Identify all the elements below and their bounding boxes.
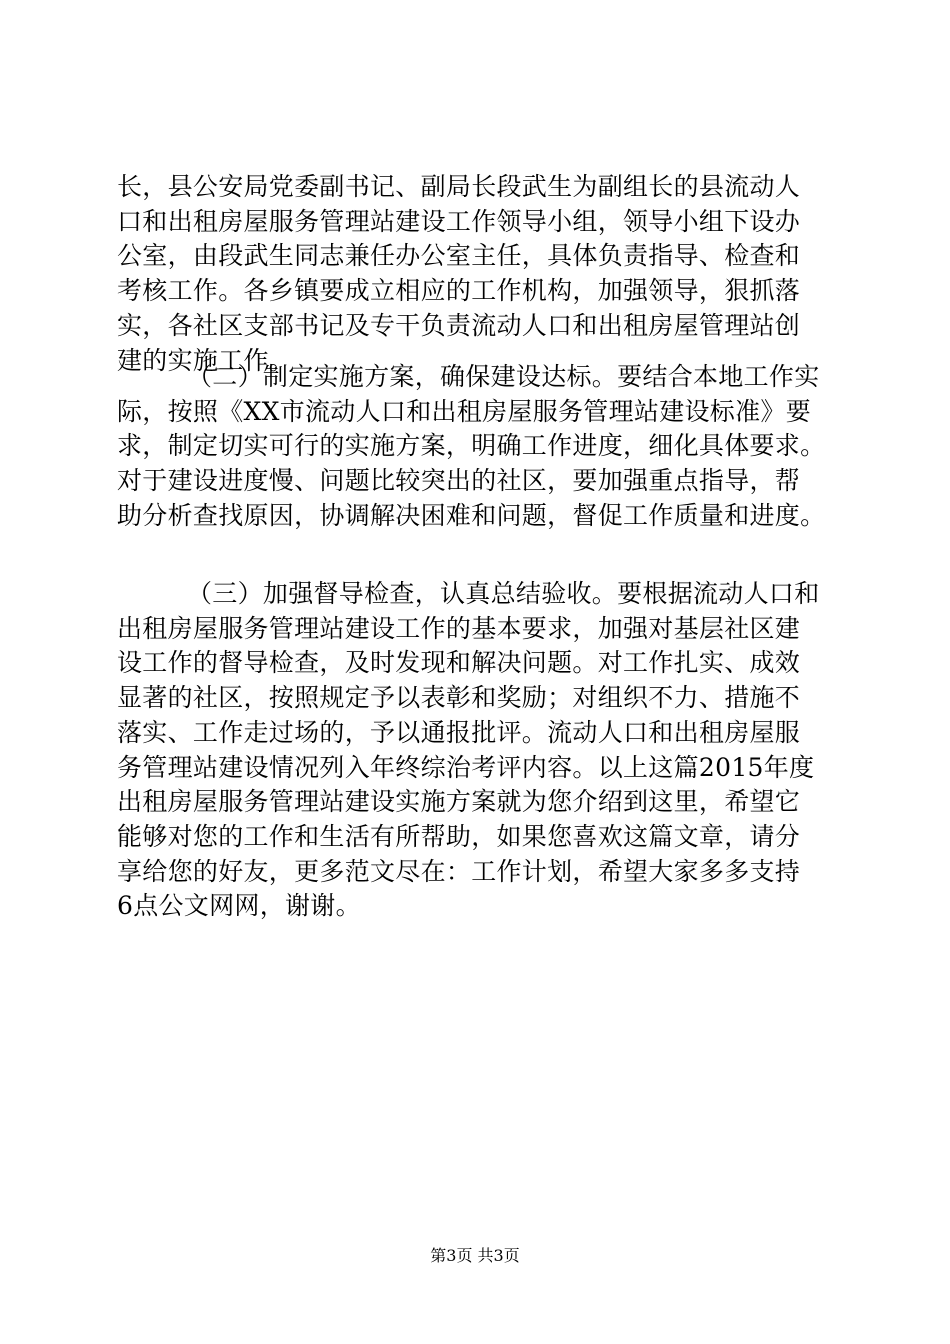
page-number-label: 第3页 共3页 xyxy=(430,1246,520,1265)
paragraph-line: 实，各社区支部书记及专干负责流动人口和出租房屋管理站创 xyxy=(117,310,801,340)
paragraph-line: 际，按照《XX市流动人口和出租房屋服务管理站建设标准》要 xyxy=(117,396,811,426)
paragraph-implementation-plan xyxy=(117,360,837,534)
paragraph-line: 对于建设进度慢、问题比较突出的社区，要加强重点指导，帮 xyxy=(117,466,801,496)
paragraph-line: （二）制定实施方案，确保建设达标。要结合本地工作实 xyxy=(187,362,820,391)
paragraph-line: 出租房屋服务管理站建设工作的基本要求，加强对基层社区建 xyxy=(117,613,801,643)
paragraph-supervision-inspection xyxy=(117,577,837,924)
paragraph-line: 口和出租房屋服务管理站建设工作领导小组，领导小组下设办 xyxy=(117,206,801,236)
paragraph-line: 务管理站建设情况列入年终综治考评内容。以上这篇2015年度 xyxy=(117,752,815,782)
paragraph-line: 出租房屋服务管理站建设实施方案就为您介绍到这里，希望它 xyxy=(117,787,801,817)
paragraph-line: 显著的社区，按照规定予以表彰和奖励；对组织不力、措施不 xyxy=(117,683,801,713)
paragraph-line: 建的实施工作。 xyxy=(117,345,295,375)
page-footer xyxy=(0,1246,950,1266)
paragraph-line: 公室，由段武生同志兼任办公室主任，具体负责指导、检查和 xyxy=(117,241,801,271)
paragraph-leadership-group xyxy=(117,170,837,378)
paragraph-line: 设工作的督导检查，及时发现和解决问题。对工作扎实、成效 xyxy=(117,648,801,678)
paragraph-line: 落实、工作走过场的，予以通报批评。流动人口和出租房屋服 xyxy=(117,717,801,747)
paragraph-line: （三）加强督导检查，认真总结验收。要根据流动人口和 xyxy=(187,579,820,608)
paragraph-line: 享给您的好友，更多范文尽在：工作计划，希望大家多多支持 xyxy=(117,856,801,886)
paragraph-line: 长，县公安局党委副书记、副局长段武生为副组长的县流动人 xyxy=(117,172,801,201)
paragraph-line: 6点公文网网，谢谢。 xyxy=(117,891,361,921)
paragraph-line: 考核工作。各乡镇要成立相应的工作机构，加强领导，狠抓落 xyxy=(117,276,801,306)
paragraph-line: 能够对您的工作和生活有所帮助，如果您喜欢这篇文章，请分 xyxy=(117,821,801,851)
paragraph-line: 求，制定切实可行的实施方案，明确工作进度，细化具体要求。 xyxy=(117,431,826,461)
paragraph-line: 助分析查找原因，协调解决困难和问题，督促工作质量和进度。 xyxy=(117,500,826,530)
